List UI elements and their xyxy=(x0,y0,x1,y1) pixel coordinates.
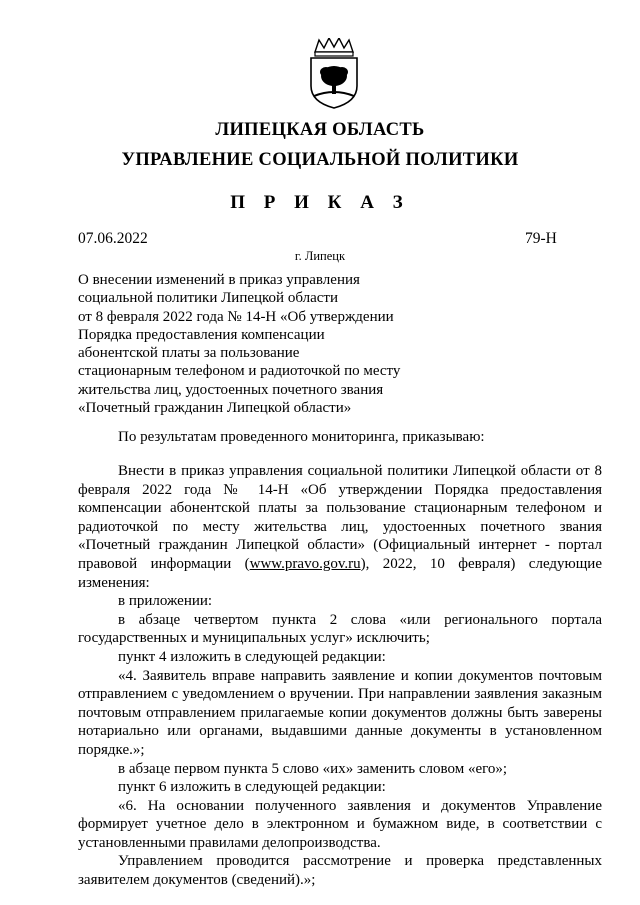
subject-line: жительства лиц, удостоенных почетного звания xyxy=(78,381,384,398)
order-city: г. Липецк xyxy=(294,249,346,263)
body-paragraph: в абзаце четвертом пункта 2 слова «или регионального портала государственных и муниципальных услуг» исключить; xyxy=(78,611,602,647)
subject-line: О внесении изменений в приказ управления xyxy=(78,272,360,288)
body-paragraph: Управлением проводится рассмотрение и проверка представленных заявителем документов (сведений).»; xyxy=(78,853,602,889)
body-paragraph: «4. Заявитель вправе направить заявление и копии документов почтовым отправлением с уведомлением о вручении. При направлении заявления заказным почтовым отправлением прилагаемые копии документов должны быть заверены нотариально или органами, выдавшими данные документы в установленном порядке.»; xyxy=(78,667,602,758)
subject-line: от 8 февраля 2022 года № 14-Н «Об утверждении xyxy=(78,308,394,325)
document-type-title: П Р И К А З xyxy=(230,192,410,213)
order-body xyxy=(78,462,602,890)
intro-text-end: ), 2022, 10 февраля) следующие изменения: xyxy=(78,555,602,591)
body-paragraph: пункт 4 изложить в следующей редакции: xyxy=(118,648,386,665)
body-paragraph: «6. На основании полученного заявления и документов Управление формирует учетное дело в электронном и бумажном виде, в соответствии с установленными правилами делопроизводства. xyxy=(78,797,602,851)
subject-line: Порядка предоставления компенсации xyxy=(78,326,325,343)
subject-line: абонентской платы за пользование xyxy=(78,345,300,362)
order-date: 07.06.2022 xyxy=(78,230,148,247)
body-paragraph: в приложении: xyxy=(118,593,213,610)
lipetsk-coat-of-arms-icon xyxy=(305,38,363,110)
preamble-block xyxy=(78,428,602,447)
department-title: УПРАВЛЕНИЕ СОЦИАЛЬНОЙ ПОЛИТИКИ xyxy=(121,150,519,170)
intro-text: Внести в приказ управления социальной политики Липецкой области от 8 февраля 2022 года № 14-Н «Об утверждении Порядка предоставления компенсации абонентской платы за пользование стационарным телефоном и радиоточкой по месту жительства лиц, удостоенных почетного звания «Почетный гражданин Липецкой области» (Официальный интернет - портал правовой информации ( xyxy=(78,463,602,572)
main-intro-paragraph xyxy=(78,462,602,592)
subject-line: социальной политики Липецкой области xyxy=(78,290,338,307)
subject-line: стационарным телефоном и радиоточкой по месту xyxy=(78,363,401,380)
subject-line: «Почетный гражданин Липецкой области» xyxy=(78,400,352,417)
preamble: По результатам проведенного мониторинга, приказываю: xyxy=(118,429,485,445)
body-paragraph: пункт 6 изложить в следующей редакции: xyxy=(118,779,386,796)
order-subject xyxy=(78,271,418,417)
pravo-gov-link[interactable]: www.pravo.gov.ru xyxy=(249,555,361,572)
body-paragraph: в абзаце первом пункта 5 слово «их» заменить словом «его»; xyxy=(118,760,508,777)
order-number: 79-Н xyxy=(525,230,557,247)
region-title: ЛИПЕЦКАЯ ОБЛАСТЬ xyxy=(215,120,425,140)
